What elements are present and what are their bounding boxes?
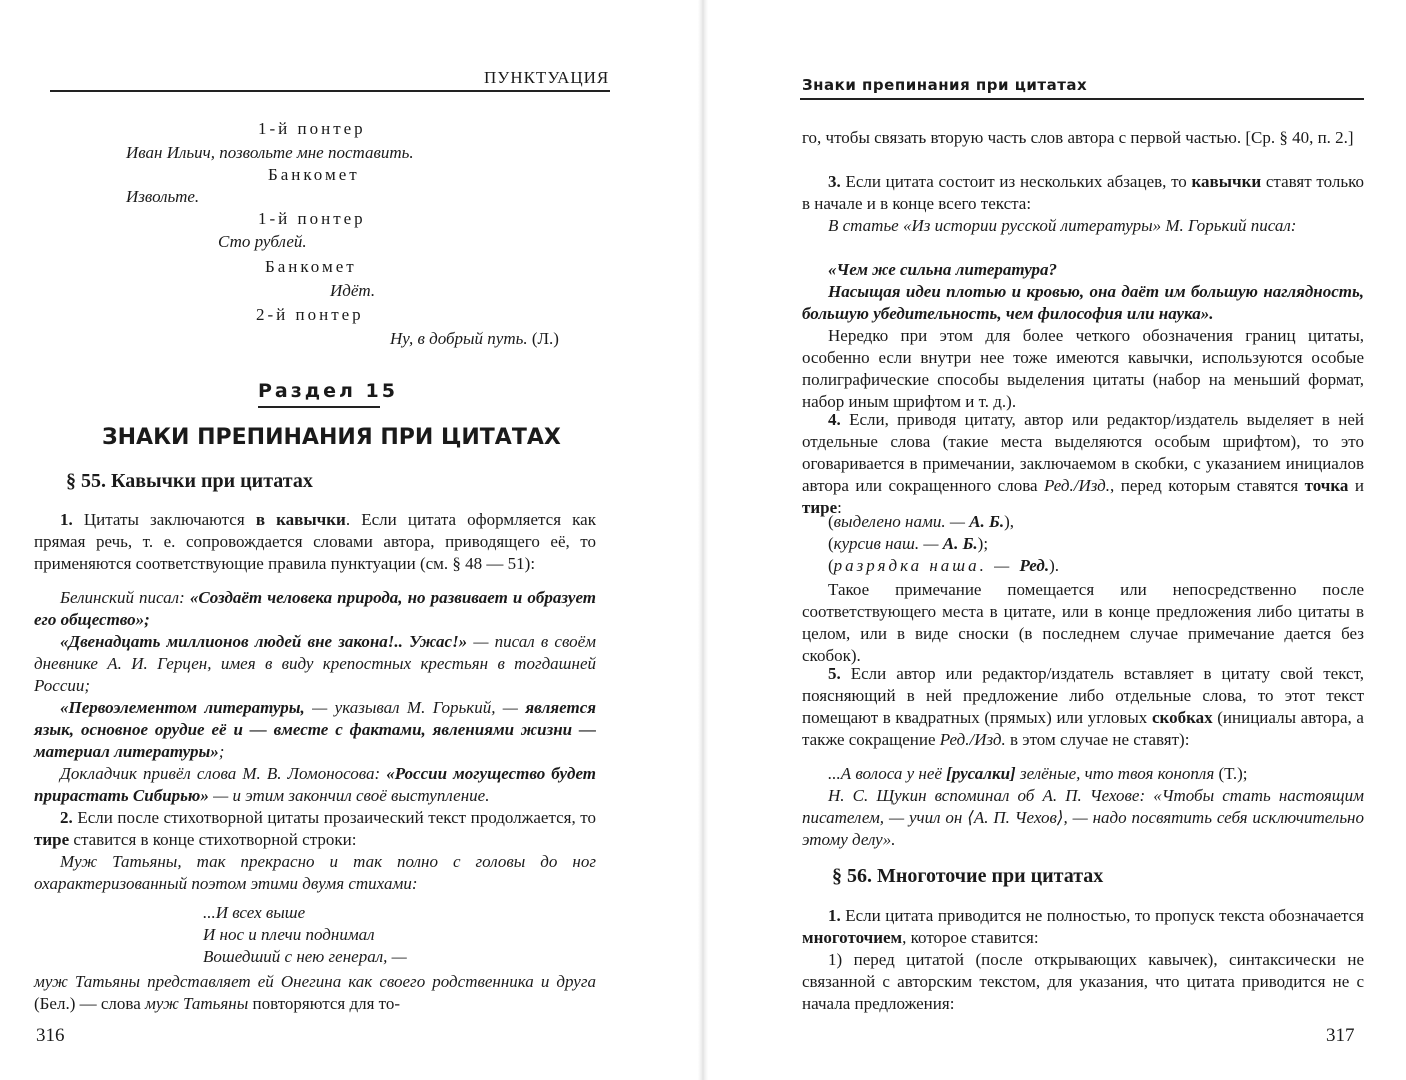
paragraph-4b: Такое примечание помещается или непосредственно после соответствующего места в цитате, или в конце предложения либо цитаты в целом, или в виде сноски (в последнем случае примечание дается без скобок). <box>802 580 1364 665</box>
paragraph-5: 5. Если автор или редактор/издатель вставляет в цитату свой текст, поясняющий в ней предложение либо отдельные слова, то этот текст помещают в квадратных (прямых) или угловых скобках (инициалы автора, а также сокращение Ред./Изд. в этом случае не ставят): <box>802 664 1364 749</box>
paragraph-6: 1. Если цитата приводится не полностью, то пропуск текста обозначается многоточием, которое ставится: <box>802 906 1364 947</box>
quote-line-2: Насыщая идеи плотью и кровью, она даёт им большую наглядность, большую убедительность, чем философия или наука». <box>802 282 1364 323</box>
paragraph-3b: Нередко при этом для более четкого обозначения границ цитаты, особенно если внутри нее тоже имеются кавычки, используются особые полиграфические способы выделения цитаты (набор на меньший формат, набор иным шрифтом и т. д.). <box>802 326 1364 411</box>
dialog-line: Извольте. <box>126 187 200 206</box>
dialog-line: Ну, в добрый путь. (Л.) <box>390 329 559 348</box>
note-example: (выделено нами. — А. Б.), <box>828 512 1015 531</box>
section-number: Раздел 15 <box>258 380 398 402</box>
chapter-title: ЗНАКИ ПРЕПИНАНИЯ ПРИ ЦИТАТАХ <box>102 425 561 450</box>
dialog-line: Идёт. <box>330 281 376 300</box>
right-page <box>706 0 1406 1080</box>
example-herzen: «Двенадцать миллионов людей вне закона!.. Ужас!» — писал в своём дневнике А. И. Герцен, имея в виду крепостных крестьян в тогдашней России; <box>34 632 596 695</box>
example-lomonosov: Докладчик привёл слова М. В. Ломоносова: «России могущество будет прирастать Сибирью» — и этим закончил своё выступление. <box>34 764 596 805</box>
example-onegin-intro: Муж Татьяны, так прекрасно и так полно с головы до ног охарактеризованный поэтом этими двумя стихами: <box>34 852 596 893</box>
dialog-line: Иван Ильич, позвольте мне поставить. <box>126 143 414 162</box>
dialog-line: Сто рублей. <box>218 232 307 251</box>
paragraph-3: 3. Если цитата состоит из нескольких абзацев, то кавычки ставят только в начале и в конце всего текста: <box>802 172 1364 213</box>
example-onegin-end: муж Татьяны представляет ей Онегина как своего родственника и друга (Бел.) — слова муж Татьяны повторяются для то- <box>34 972 596 1013</box>
verse-line: ...И всех выше <box>203 903 306 922</box>
header-rule-left <box>50 90 610 92</box>
dialog-role: Банкомет <box>265 257 357 276</box>
running-head-left: ПУНКТУАЦИЯ <box>484 68 610 87</box>
paragraph-4: 4. Если, приводя цитату, автор или редактор/издатель выделяет в ней отдельные слова (такие места выделяются особым шрифтом), то это оговаривается в примечании, заключаемом в скобки, с указанием инициалов автора или сокращенного слова Ред./Изд., перед которым ставятся точка и тире: <box>802 410 1364 517</box>
header-rule-right <box>800 98 1364 100</box>
paragraph-2: 2. Если после стихотворной цитаты прозаический текст продолжается, то тире ставится в конце стихотворной строки: <box>34 808 596 849</box>
running-head-right: Знаки препинания при цитатах <box>802 76 1088 94</box>
dialog-role: Банкомет <box>268 165 360 184</box>
note-example: (разрядка наша. — Ред.). <box>828 556 1059 575</box>
section-underline <box>258 406 380 408</box>
example-turgenev: ...А волоса у неё [русалки] зелёные, что твоя конопля (Т.); <box>828 764 1248 783</box>
example-belinsky: Белинский писал: «Создаёт человека природа, но развивает и образует его общество»; <box>34 588 596 629</box>
verse-line: И нос и плечи поднимал <box>203 925 375 944</box>
example-gorky: «Первоэлементом литературы, — указывал М. Горький, — является язык, основное орудие её и — вместе с фактами, явлениями жизни — материал литературы»; <box>34 698 596 761</box>
example-gorky-article: В статье «Из истории русской литературы» М. Горький писал: <box>828 216 1297 235</box>
section-heading-56: § 56. Многоточие при цитатах <box>832 865 1104 887</box>
dialog-role: 1-й понтер <box>258 119 366 138</box>
section-heading-55: § 55. Кавычки при цитатах <box>66 470 313 492</box>
continued-text: го, чтобы связать вторую часть слов автора с первой частью. [Ср. § 40, п. 2.] <box>802 128 1354 147</box>
dialog-role: 2-й понтер <box>256 305 364 324</box>
note-example: (курсив наш. — А. Б.); <box>828 534 989 553</box>
quote-line-1: «Чем же сильна литература? <box>828 260 1058 279</box>
verse-line: Вошедший с нею генерал, — <box>203 947 407 966</box>
paragraph-1: 1. Цитаты заключаются в кавычки. Если цитата оформляется как прямая речь, т. е. сопровождается словами автора, приводящего её, то применяются соответствующие правила пунктуации (см. § 48 — 51): <box>34 510 596 573</box>
page-number-left: 316 <box>36 1025 65 1046</box>
left-page <box>0 0 700 1080</box>
page-number-right: 317 <box>1326 1025 1355 1046</box>
paragraph-7: 1) перед цитатой (после открывающих кавычек), синтаксически не связанной с авторским текстом, для указания, что цитата приводится не с начала предложения: <box>802 950 1364 1013</box>
example-shchukin: Н. С. Щукин вспоминал об А. П. Чехове: «Чтобы стать настоящим писателем, — учил он ⟨А. П. Чехов⟩, — надо посвятить себя исключительно этому делу». <box>802 786 1364 849</box>
dialog-role: 1-й понтер <box>258 209 366 228</box>
